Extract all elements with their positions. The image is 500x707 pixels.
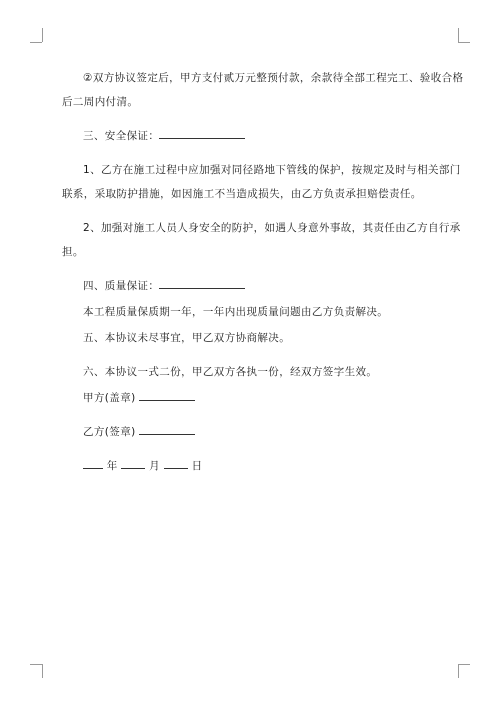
safety-item2-line2: 担。: [62, 246, 84, 258]
year-blank: [83, 458, 103, 469]
party-a-label: 甲方(盖章): [83, 392, 136, 404]
clause-six: 六、本协议一式二份，甲乙双方各执一份，经双方签字生效。: [83, 366, 378, 378]
safety-heading-text: 三、安全保证：: [83, 130, 160, 142]
day-blank: [164, 458, 188, 469]
safety-item1-line2: 联系，采取防护措施，如因施工不当造成损失，由乙方负责承担赔偿责任。: [62, 188, 422, 200]
quality-text: 本工程质量保质期一年，一年内出现质量问题由乙方负责解决。: [83, 306, 389, 318]
party-b-label: 乙方(签章): [83, 426, 136, 438]
safety-heading-blank: [159, 128, 245, 139]
safety-item2-line1: 2、加强对施工人员人身安全的防护，如遇人身意外事故，其责任由乙方自行承: [83, 222, 461, 234]
quality-heading-text: 四、质量保证：: [83, 280, 160, 292]
month-label: 月: [149, 460, 161, 472]
document-body: [62, 66, 464, 478]
payment-clause-line1: ②双方协议签定后，甲方支付贰万元整预付款，余款待全部工程完工、验收合格: [83, 72, 464, 84]
month-blank: [121, 458, 145, 469]
payment-clause-line2: 后二周内付清。: [62, 96, 139, 108]
party-a-signature: [62, 386, 438, 410]
date-line: [62, 454, 438, 478]
safety-item1-line1: 1、乙方在施工过程中应加强对同径路地下管线的保护，按规定及时与相关部门: [83, 164, 461, 176]
year-label: 年: [106, 460, 118, 472]
quality-heading: [62, 274, 438, 298]
safety-heading: [62, 124, 438, 148]
party-b-signature: [62, 420, 438, 444]
party-a-blank: [139, 390, 195, 401]
clause-five: 五、本协议未尽事宜，甲乙双方协商解决。: [83, 332, 291, 344]
quality-heading-blank: [159, 278, 245, 289]
day-label: 日: [191, 460, 203, 472]
party-b-blank: [139, 424, 195, 435]
